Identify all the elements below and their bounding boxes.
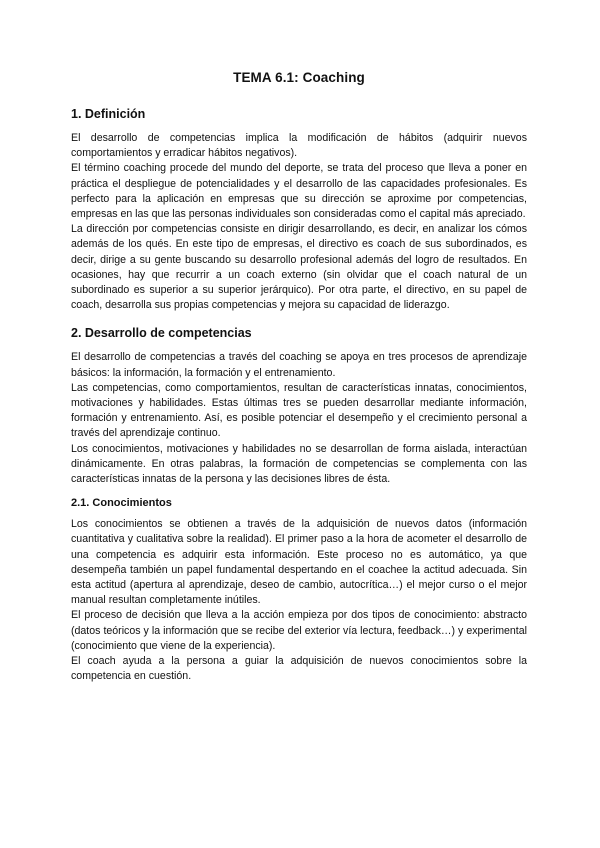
document-page [71, 70, 527, 685]
paragraph: El término coaching procede del mundo del deporte, se trata del proceso que lleva a poner en práctica el despliegue de potencialidades y el desarrollo de las capacidades profesionales. Es perfecto para la aplicación en empresas que su dirección se aproxime por competencias, empresas en las que las personas individuales son consideradas como el capital más apreciado. [71, 162, 527, 221]
paragraph: El desarrollo de competencias implica la modificación de hábitos (adquirir nuevos comportamientos y erradicar hábitos negativos). [71, 132, 527, 160]
section-desarrollo-competencias [71, 326, 527, 487]
section-heading: 1. Definición [71, 107, 146, 121]
section-heading: 2. Desarrollo de competencias [71, 326, 252, 341]
paragraph: El desarrollo de competencias a través del coaching se apoya en tres procesos de aprendizaje básicos: la información, la formación y el entrenamiento. [71, 351, 527, 379]
document-title: TEMA 6.1: Coaching [233, 70, 365, 85]
paragraph: Los conocimientos, motivaciones y habilidades no se desarrollan de forma aislada, interactúan dinámicamente. En otras palabras, la formación de competencias se complementa con las características innatas de la persona y las decisiones libres de ésta. [71, 442, 527, 486]
paragraph: Los conocimientos se obtienen a través de la adquisición de nuevos datos (información cuantitativa y cualitativa sobre la realidad). El primer paso a la hora de acometer el desarrollo de una competencia es adquirir esta información. Este proceso no es automático, ya que desempeña también un papel fundamental despertando en el coachee la actitud adecuada. Sin esta actitud (apertura al aprendizaje, deseo de cambio, autocrítica…) el mejor curso o el mejor manual resultan completamente inútiles. [71, 518, 527, 607]
paragraph: El coach ayuda a la persona a guiar la adquisición de nuevos conocimientos sobre la competencia en cuestión. [71, 655, 527, 683]
section-definicion [71, 107, 527, 313]
paragraph: La dirección por competencias consiste en dirigir desarrollando, es decir, en analizar los cómos además de los qués. En este tipo de empresas, el directivo es coach de sus subordinados, es decir, dirige a su gente buscando su desarrollo profesional además del logro de resultados. En ocasiones, hay que recurrir a un coach externo (sin olvidar que el coach natural de un subordinado es superior a su superior jerárquico). Por otra parte, el directivo, en su papel de coach, desarrolla sus propias competencias y mejora su capacidad de liderazgo. [71, 223, 527, 312]
paragraph: El proceso de decisión que lleva a la acción empieza por dos tipos de conocimiento: abstracto (datos teóricos y la información que se recibe del exterior vía lectura, feedback…) y experimental (conocimiento que viene de la experiencia). [71, 609, 527, 652]
paragraph: Las competencias, como comportamientos, resultan de características innatas, conocimientos, motivaciones y habilidades. Estas últimas tres se pueden desarrollar mediante información, formación y entrenamiento. Así, es posible potenciar el desempeño y el crecimiento personal a través del aprendizaje continuo. [71, 381, 527, 440]
subsection-heading: 2.1. Conocimientos [71, 497, 172, 510]
subsection-conocimientos [71, 497, 527, 684]
